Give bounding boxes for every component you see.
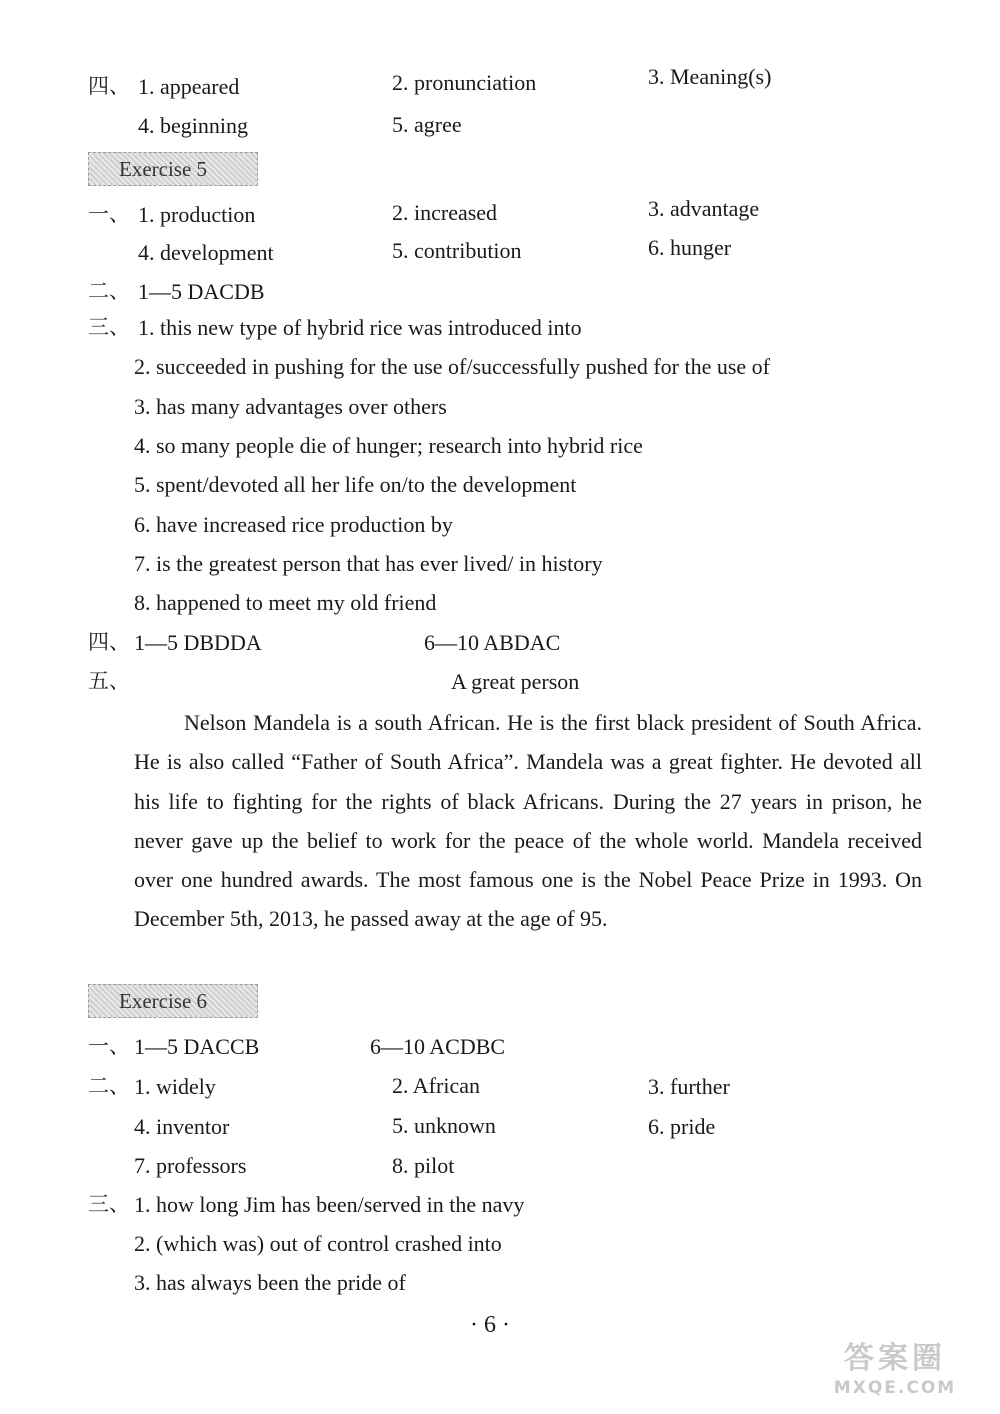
answer-line: 6. have increased rice production by bbox=[134, 512, 453, 537]
answer-line: 3. has many advantages over others bbox=[134, 394, 447, 419]
answer-item: 1. widely bbox=[134, 1074, 216, 1099]
answer-item: 4. development bbox=[138, 240, 274, 265]
answer-item: 3. advantage bbox=[648, 196, 760, 221]
answer-line: 1. how long Jim has been/served in the navy bbox=[134, 1192, 525, 1217]
answer-item: 1. appeared bbox=[138, 74, 240, 99]
answer-text: 1—5 DBDDA bbox=[134, 630, 262, 655]
section-marker-3: 三、 bbox=[88, 1192, 130, 1216]
answer-item: 2. pronunciation bbox=[392, 70, 537, 95]
answer-item: 3. Meaning(s) bbox=[648, 64, 772, 89]
answer-text: 6—10 ABDAC bbox=[424, 630, 561, 655]
answer-item: 6. hunger bbox=[648, 235, 732, 260]
answer-item: 2. increased bbox=[392, 200, 498, 225]
page-number: ·6· bbox=[470, 1312, 516, 1338]
answer-line: 2. (which was) out of control crashed into bbox=[134, 1231, 502, 1256]
answer-item: 2. African bbox=[392, 1073, 480, 1098]
answer-item: 7. professors bbox=[134, 1153, 247, 1178]
exercise-5-header: Exercise 5 bbox=[88, 152, 258, 186]
section-marker-1: 一、 bbox=[88, 1034, 130, 1058]
answer-line: 4. so many people die of hunger; research into hybrid rice bbox=[134, 433, 643, 458]
answer-item: 4. inventor bbox=[134, 1114, 230, 1139]
answer-line: 1. this new type of hybrid rice was introduced into bbox=[138, 315, 582, 340]
answer-item: 3. further bbox=[648, 1074, 730, 1099]
exercise-6-header: Exercise 6 bbox=[88, 984, 258, 1018]
answer-item: 5. unknown bbox=[392, 1113, 496, 1138]
answer-text: 1—5 DACDB bbox=[138, 279, 265, 304]
section-marker-4-top: 四、 bbox=[88, 74, 130, 98]
section-marker-2: 二、 bbox=[88, 279, 130, 303]
answer-item: 8. pilot bbox=[392, 1153, 455, 1178]
answer-line: 5. spent/devoted all her life on/to the development bbox=[134, 472, 577, 497]
essay-body: Nelson Mandela is a south African. He is the first black president of South Africa. He is also called “Father of South Africa”. Mandela was a great fighter. He devoted all his life to fighting for the rights of black Africans. During the 27 years in prison, he never gave up the belief to work for the peace of the whole world. Mandela received over one hundred awards. The most famous one is the Nobel Peace Prize in 1993. On December 5th, 2013, he passed away at the age of 95. bbox=[134, 710, 922, 932]
answer-item: 1. production bbox=[138, 202, 256, 227]
answer-item: 6. pride bbox=[648, 1114, 716, 1139]
answer-item: 4. beginning bbox=[138, 113, 248, 138]
answer-line: 8. happened to meet my old friend bbox=[134, 590, 437, 615]
answer-item: 5. agree bbox=[392, 112, 462, 137]
section-marker-4: 四、 bbox=[88, 630, 130, 654]
section-marker-5: 五、 bbox=[88, 669, 130, 693]
essay-title: A great person bbox=[451, 669, 580, 694]
section-marker-1: 一、 bbox=[88, 202, 130, 226]
answer-item: 5. contribution bbox=[392, 238, 522, 263]
answer-text: 1—5 DACCB bbox=[134, 1034, 260, 1059]
section-marker-2: 二、 bbox=[88, 1074, 130, 1098]
watermark-logo: 答案圈 MXQE.COM bbox=[833, 1341, 957, 1398]
answer-text: 6—10 ACDBC bbox=[370, 1034, 506, 1059]
answer-line: 3. has always been the pride of bbox=[134, 1270, 406, 1295]
answer-line: 2. succeeded in pushing for the use of/successfully pushed for the use of bbox=[134, 354, 771, 379]
answer-line: 7. is the greatest person that has ever lived/ in history bbox=[134, 551, 603, 576]
section-marker-3: 三、 bbox=[88, 315, 130, 339]
